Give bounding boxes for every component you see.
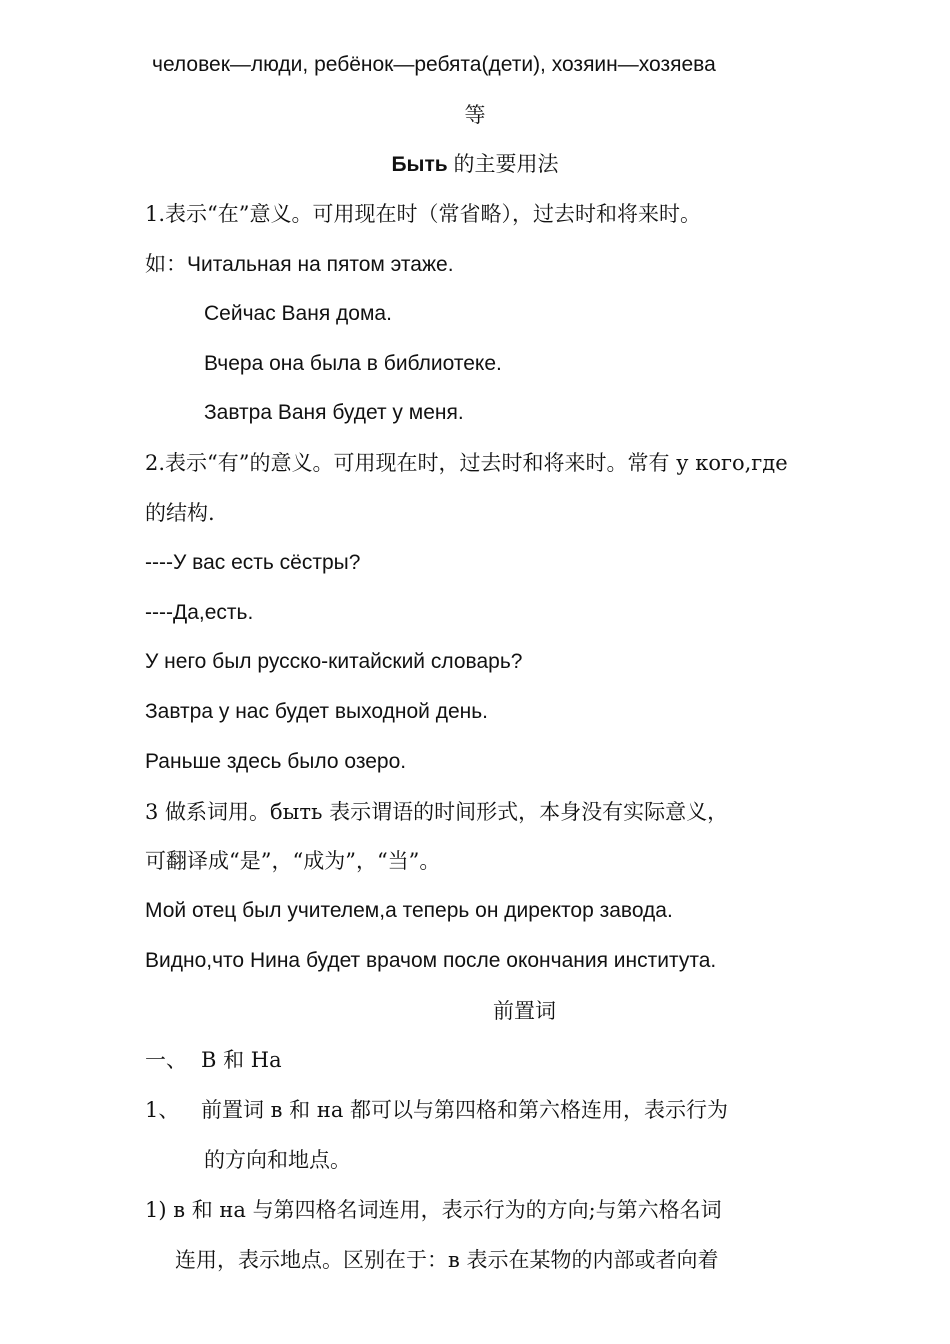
text-line: ----Да,есть. (145, 601, 254, 624)
text-line: Завтра у нас будет выходной день. (145, 700, 489, 723)
text-line: человек—люди, ребёнок—ребята(дети), хозяин—хозяева (152, 53, 716, 76)
text-line: 的结构. (145, 501, 215, 525)
list-item-text: 前置词 в 和 на 都可以与第四格和第六格连用，表示行为 (201, 1098, 729, 1122)
example-prefix: 如： (145, 252, 187, 276)
section-heading (0, 149, 950, 180)
text-line: Сейчас Ваня дома. (204, 302, 392, 325)
example-text: Читальная на пятом этаже. (187, 253, 454, 276)
text-line: 1) в 和 на 与第四格名词连用，表示行为的方向;与第六格名词 (145, 1198, 722, 1222)
list-heading (145, 1045, 830, 1075)
list-number: 1、 (145, 1098, 180, 1122)
list-number: 一、 (145, 1048, 187, 1072)
text-line: Завтра Ваня будет у меня. (204, 401, 464, 424)
text-line: 等 (464, 103, 486, 127)
list-item (145, 1095, 830, 1125)
text-line (145, 249, 830, 280)
text-line: ----У вас есть сёстры? (145, 551, 361, 574)
section-heading: 前置词 (493, 999, 556, 1023)
text-line: 连用，表示地点。区别在于：в 表示在某物的内部或者向着 (175, 1248, 719, 1272)
text-line: 3 做系词用。быть 表示谓语的时间形式，本身没有实际意义， (145, 800, 729, 824)
list-heading-text: В 和 На (201, 1048, 282, 1072)
text-line: 可翻译成“是”，“成为”，“当”。 (145, 849, 441, 873)
heading-bold-word: Быть (391, 153, 448, 176)
text-line: Раньше здесь было озеро. (145, 750, 407, 773)
text-line: Вчера она была в библиотеке. (204, 352, 502, 375)
text-line: Мой отец был учителем,а теперь он директор завода. (145, 899, 673, 922)
heading-rest: 的主要用法 (453, 152, 559, 176)
text-line: 的方向和地点。 (204, 1148, 351, 1172)
text-line: У него был русско-китайский словарь? (145, 650, 523, 673)
text-line: 2.表示“有”的意义。可用现在时，过去时和将来时。常有 у кого,где (145, 451, 788, 475)
text-line: 1.表示“在”意义。可用现在时（常省略），过去时和将来时。 (145, 202, 702, 226)
text-line: Видно,что Нина будет врачом после окончания института. (145, 949, 717, 972)
